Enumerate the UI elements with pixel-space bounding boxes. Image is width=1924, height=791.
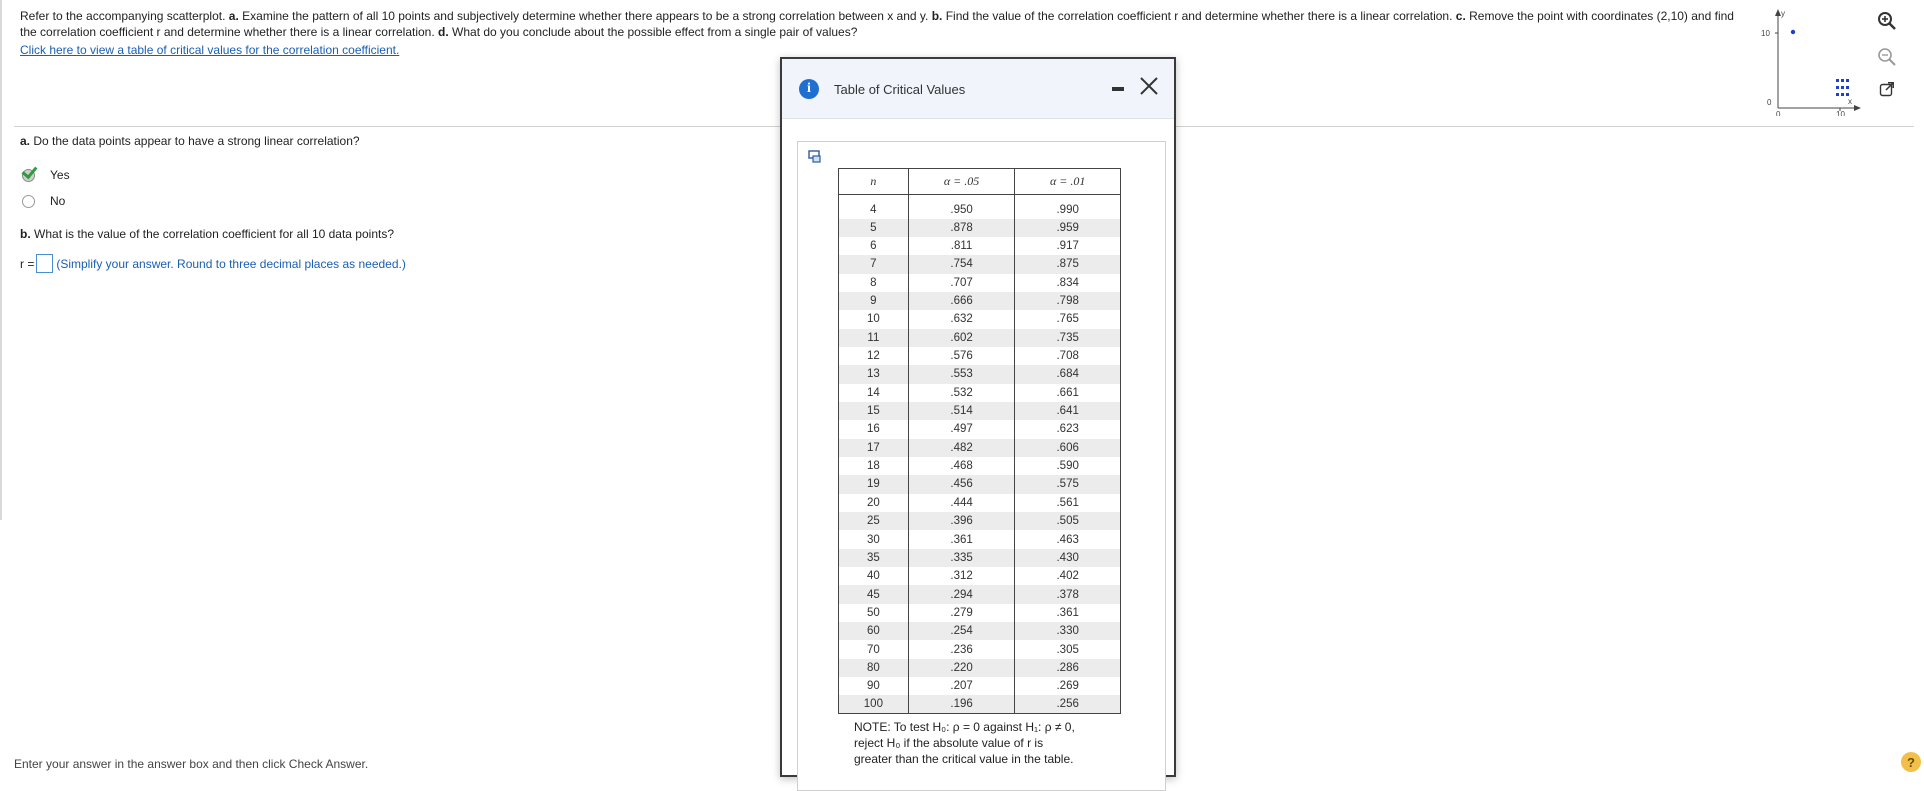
zoom-out-button[interactable] bbox=[1874, 44, 1900, 70]
cell-n: 19 bbox=[839, 475, 909, 493]
plot-point-cluster bbox=[1836, 79, 1849, 96]
cell-alpha-05: .254 bbox=[908, 622, 1015, 640]
plot-y-axis-label: y bbox=[1781, 9, 1785, 18]
cell-alpha-01: .505 bbox=[1015, 512, 1121, 530]
cell-n: 16 bbox=[839, 420, 909, 438]
cell-n: 70 bbox=[839, 640, 909, 658]
cell-alpha-01: .606 bbox=[1015, 439, 1121, 457]
cell-alpha-01: .269 bbox=[1015, 677, 1121, 695]
table-row bbox=[839, 310, 1121, 328]
table-row bbox=[839, 695, 1121, 713]
part-b-text: What is the value of the correlation coefficient for all 10 data points? bbox=[34, 227, 395, 241]
table-row bbox=[839, 420, 1121, 438]
header-n: n bbox=[839, 169, 909, 195]
cell-alpha-01: .378 bbox=[1015, 585, 1121, 603]
plot-x-tick-label-0: 0 bbox=[1776, 110, 1781, 116]
cell-n: 100 bbox=[839, 695, 909, 713]
info-icon: i bbox=[799, 79, 819, 99]
cell-alpha-01: .834 bbox=[1015, 274, 1121, 292]
table-note bbox=[854, 719, 1134, 767]
cell-n: 18 bbox=[839, 457, 909, 475]
mini-scatterplot[interactable] bbox=[1752, 8, 1862, 116]
question-label-a: a. bbox=[228, 9, 239, 23]
table-row bbox=[839, 512, 1121, 530]
table-row bbox=[839, 237, 1121, 255]
plot-x-axis-label: x bbox=[1848, 97, 1852, 106]
table-row bbox=[839, 494, 1121, 512]
cell-n: 20 bbox=[839, 494, 909, 512]
cell-alpha-01: .641 bbox=[1015, 402, 1121, 420]
part-b-prompt bbox=[20, 227, 394, 241]
cell-alpha-05: .666 bbox=[908, 292, 1015, 310]
cell-n: 6 bbox=[839, 237, 909, 255]
cell-alpha-01: .708 bbox=[1015, 347, 1121, 365]
cell-alpha-01: .661 bbox=[1015, 384, 1121, 402]
cell-n: 80 bbox=[839, 659, 909, 677]
cell-alpha-01: .590 bbox=[1015, 457, 1121, 475]
cell-alpha-01: .735 bbox=[1015, 329, 1121, 347]
table-row bbox=[839, 274, 1121, 292]
cell-n: 8 bbox=[839, 274, 909, 292]
dialog-content bbox=[797, 141, 1166, 791]
table-row bbox=[839, 219, 1121, 237]
rounding-hint: (Simplify your answer. Round to three decimal places as needed.) bbox=[56, 256, 406, 271]
table-row bbox=[839, 475, 1121, 493]
cell-n: 45 bbox=[839, 585, 909, 603]
table-row bbox=[839, 347, 1121, 365]
question-label-b: b. bbox=[931, 9, 943, 23]
cell-alpha-01: .765 bbox=[1015, 310, 1121, 328]
zoom-out-icon bbox=[1877, 47, 1897, 67]
cell-n: 11 bbox=[839, 329, 909, 347]
radio-no[interactable] bbox=[22, 195, 35, 208]
close-button[interactable] bbox=[1138, 75, 1160, 97]
plot-point bbox=[1791, 30, 1795, 34]
cell-alpha-01: .305 bbox=[1015, 640, 1121, 658]
cell-n: 10 bbox=[839, 310, 909, 328]
cell-alpha-05: .811 bbox=[908, 237, 1015, 255]
cell-alpha-05: .707 bbox=[908, 274, 1015, 292]
cell-alpha-01: .990 bbox=[1015, 195, 1121, 219]
cell-alpha-01: .256 bbox=[1015, 695, 1121, 713]
note-line-2: reject H₀ if the absolute value of r is bbox=[854, 736, 1044, 750]
left-edge-bar bbox=[0, 0, 2, 520]
table-row bbox=[839, 530, 1121, 548]
cell-alpha-05: .576 bbox=[908, 347, 1015, 365]
cell-alpha-01: .286 bbox=[1015, 659, 1121, 677]
cell-n: 50 bbox=[839, 604, 909, 622]
critical-values-link[interactable]: Click here to view a table of critical values for the correlation coefficient. bbox=[20, 43, 400, 57]
table-row bbox=[839, 255, 1121, 273]
table-row bbox=[839, 604, 1121, 622]
cell-n: 5 bbox=[839, 219, 909, 237]
dialog-header bbox=[782, 59, 1174, 119]
cell-alpha-05: .632 bbox=[908, 310, 1015, 328]
plot-x-tick-label-10: 10 bbox=[1836, 110, 1845, 116]
part-a-text: Do the data points appear to have a strong linear correlation? bbox=[33, 134, 360, 148]
table-body bbox=[839, 195, 1121, 714]
table-row bbox=[839, 439, 1121, 457]
table-row bbox=[839, 329, 1121, 347]
question-text-b: Find the value of the correlation coefficient r and determine whether there is a linear correlation. bbox=[945, 9, 1453, 23]
minimize-icon bbox=[1112, 87, 1124, 91]
cell-alpha-01: .402 bbox=[1015, 567, 1121, 585]
cell-n: 40 bbox=[839, 567, 909, 585]
minimize-button[interactable] bbox=[1110, 81, 1126, 97]
header-alpha-05: α = .05 bbox=[908, 169, 1015, 195]
cell-alpha-01: .330 bbox=[1015, 622, 1121, 640]
critical-values-dialog bbox=[780, 57, 1176, 777]
table-row bbox=[839, 622, 1121, 640]
cell-alpha-01: .575 bbox=[1015, 475, 1121, 493]
cell-alpha-05: .196 bbox=[908, 695, 1015, 713]
zoom-in-icon bbox=[1877, 11, 1897, 31]
cell-n: 35 bbox=[839, 549, 909, 567]
cell-alpha-05: .532 bbox=[908, 384, 1015, 402]
cell-alpha-05: .754 bbox=[908, 255, 1015, 273]
cell-alpha-05: .396 bbox=[908, 512, 1015, 530]
cell-n: 17 bbox=[839, 439, 909, 457]
option-no[interactable] bbox=[22, 194, 65, 208]
part-b-label: b. bbox=[20, 227, 31, 241]
cell-alpha-01: .561 bbox=[1015, 494, 1121, 512]
table-row bbox=[839, 402, 1121, 420]
radio-yes[interactable] bbox=[22, 169, 35, 182]
table-row bbox=[839, 195, 1121, 219]
cell-n: 13 bbox=[839, 365, 909, 383]
table-row bbox=[839, 640, 1121, 658]
question-intro: Refer to the accompanying scatterplot. bbox=[20, 9, 226, 23]
table-row bbox=[839, 567, 1121, 585]
cell-n: 14 bbox=[839, 384, 909, 402]
cell-n: 12 bbox=[839, 347, 909, 365]
cell-alpha-01: .875 bbox=[1015, 255, 1121, 273]
option-no-label: No bbox=[50, 194, 66, 208]
cell-n: 7 bbox=[839, 255, 909, 273]
cell-alpha-05: .294 bbox=[908, 585, 1015, 603]
plot-y-tick-label-10: 10 bbox=[1761, 29, 1770, 38]
cell-alpha-05: .553 bbox=[908, 365, 1015, 383]
table-row bbox=[839, 292, 1121, 310]
option-yes-label: Yes bbox=[50, 168, 70, 182]
table-row bbox=[839, 585, 1121, 603]
cell-alpha-01: .430 bbox=[1015, 549, 1121, 567]
option-yes[interactable] bbox=[22, 168, 70, 182]
question-text-d: What do you conclude about the possible effect from a single pair of values? bbox=[452, 25, 858, 39]
question-text bbox=[20, 8, 1740, 40]
cell-alpha-05: .444 bbox=[908, 494, 1015, 512]
table-row bbox=[839, 549, 1121, 567]
cell-alpha-05: .602 bbox=[908, 329, 1015, 347]
cell-n: 60 bbox=[839, 622, 909, 640]
question-text-a: Examine the pattern of all 10 points and subjectively determine whether there appears to be a strong correlation between x and y. bbox=[242, 9, 929, 23]
header-alpha-01: α = .01 bbox=[1015, 169, 1121, 195]
cell-n: 4 bbox=[839, 195, 909, 219]
cell-alpha-05: .361 bbox=[908, 530, 1015, 548]
help-button[interactable]: ? bbox=[1901, 752, 1921, 772]
cell-alpha-05: .497 bbox=[908, 420, 1015, 438]
zoom-in-button[interactable] bbox=[1874, 8, 1900, 34]
popout-button[interactable] bbox=[1874, 76, 1900, 102]
cell-alpha-01: .684 bbox=[1015, 365, 1121, 383]
cell-alpha-01: .917 bbox=[1015, 237, 1121, 255]
question-label-d: d. bbox=[438, 25, 449, 39]
table-row bbox=[839, 677, 1121, 695]
dialog-title: Table of Critical Values bbox=[834, 82, 966, 97]
cell-alpha-05: .468 bbox=[908, 457, 1015, 475]
cell-alpha-05: .220 bbox=[908, 659, 1015, 677]
cell-n: 25 bbox=[839, 512, 909, 530]
table-row bbox=[839, 365, 1121, 383]
table-header-row bbox=[839, 169, 1121, 195]
r-prefix: r = bbox=[20, 256, 35, 271]
r-answer-row bbox=[20, 254, 406, 273]
critical-values-table bbox=[838, 168, 1121, 714]
table-row bbox=[839, 659, 1121, 677]
cell-alpha-01: .959 bbox=[1015, 219, 1121, 237]
plot-y-tick-label-0: 0 bbox=[1767, 98, 1772, 107]
cell-n: 90 bbox=[839, 677, 909, 695]
part-a-prompt bbox=[20, 134, 360, 148]
cell-alpha-05: .514 bbox=[908, 402, 1015, 420]
cell-alpha-05: .950 bbox=[908, 195, 1015, 219]
plot-x-arrow bbox=[1854, 105, 1861, 111]
cell-alpha-05: .207 bbox=[908, 677, 1015, 695]
cell-alpha-01: .623 bbox=[1015, 420, 1121, 438]
checkmark-icon bbox=[22, 162, 38, 179]
copy-icon[interactable] bbox=[808, 150, 822, 164]
table-row bbox=[839, 384, 1121, 402]
note-line-3: greater than the critical value in the table. bbox=[854, 752, 1074, 766]
instruction-text: Enter your answer in the answer box and then click Check Answer. bbox=[14, 757, 369, 771]
table-row bbox=[839, 457, 1121, 475]
question-text-c: Remove the point with coordinates (2,10) and find the correlation coefficient r and determine whether there is a linear correlation. bbox=[20, 9, 1734, 39]
cell-n: 15 bbox=[839, 402, 909, 420]
cell-alpha-05: .482 bbox=[908, 439, 1015, 457]
cell-n: 9 bbox=[839, 292, 909, 310]
external-link-icon bbox=[1879, 81, 1895, 97]
cell-alpha-05: .456 bbox=[908, 475, 1015, 493]
cell-alpha-05: .878 bbox=[908, 219, 1015, 237]
note-line-1: NOTE: To test H₀: ρ = 0 against H₁: ρ ≠ 0, bbox=[854, 720, 1075, 734]
cell-alpha-01: .463 bbox=[1015, 530, 1121, 548]
cell-alpha-05: .236 bbox=[908, 640, 1015, 658]
cell-alpha-05: .279 bbox=[908, 604, 1015, 622]
cell-n: 30 bbox=[839, 530, 909, 548]
cell-alpha-01: .361 bbox=[1015, 604, 1121, 622]
cell-alpha-01: .798 bbox=[1015, 292, 1121, 310]
part-a-label: a. bbox=[20, 134, 31, 148]
cell-alpha-05: .335 bbox=[908, 549, 1015, 567]
r-answer-input[interactable] bbox=[36, 254, 53, 273]
cell-alpha-05: .312 bbox=[908, 567, 1015, 585]
question-label-c: c. bbox=[1455, 9, 1466, 23]
